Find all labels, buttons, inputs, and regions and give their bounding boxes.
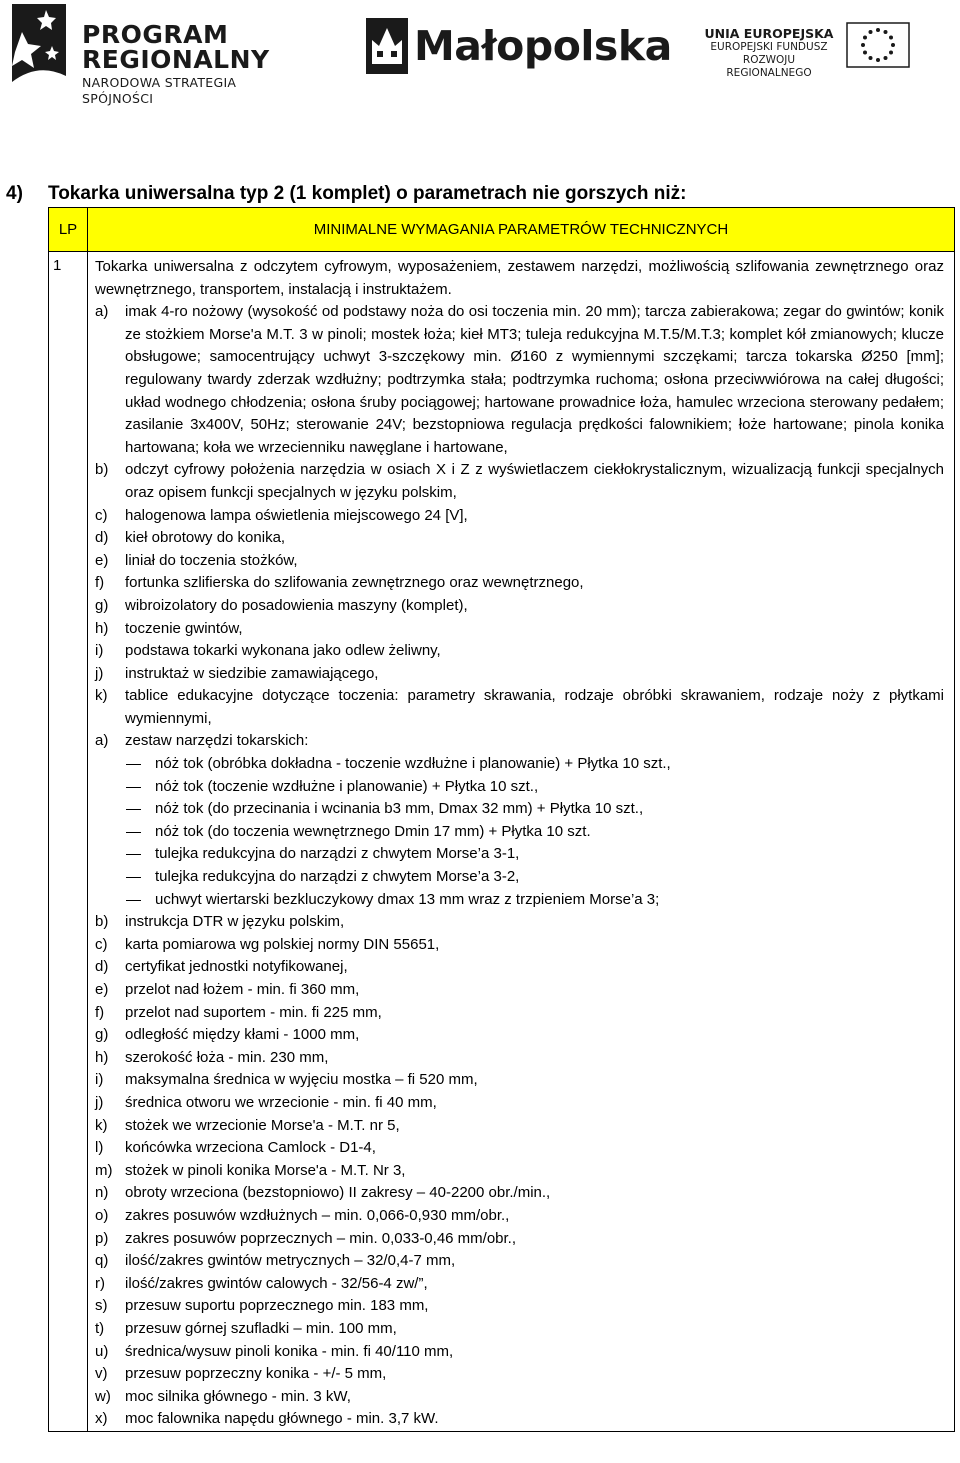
equipment-item [95, 595, 944, 618]
parameter-item [95, 1069, 944, 1092]
list-item-text: przesuw górnej szufladki – min. 100 mm, [125, 1319, 397, 1337]
equipment-item [95, 550, 944, 573]
list-item-text: karta pomiarowa wg polskiej normy DIN 55651, [125, 935, 440, 953]
equipment-item [95, 527, 944, 550]
eu-stars-flag-icon [846, 22, 910, 68]
eu-line-1: UNIA EUROPEJSKA [704, 26, 834, 41]
parameter-item [95, 934, 944, 957]
equipment-item [95, 301, 944, 459]
list-item-label: c) [95, 935, 108, 953]
equipment-item [95, 505, 944, 528]
equipment-list [95, 301, 944, 753]
list-item-text: średnica otworu we wrzecionie - min. fi 40 mm, [125, 1093, 437, 1111]
parameter-item [95, 1092, 944, 1115]
tool-item-text: nóż tok (do toczenia wewnętrznego Dmin 17 mm) + Płytka 10 szt. [155, 822, 591, 840]
eu-logo [698, 22, 958, 82]
table-row [49, 252, 955, 1432]
list-item-label: c) [95, 506, 108, 524]
equipment-item [95, 663, 944, 686]
section-title: Tokarka uniwersalna typ 2 (1 komplet) o parametrach nie gorszych niż: [48, 183, 687, 204]
list-item-text: końcówka wrzeciona Camlock - D1-4, [125, 1139, 376, 1157]
list-item-label: n) [95, 1184, 109, 1202]
list-item-text: maksymalna średnica w wyjęciu mostka – fi 520 mm, [125, 1071, 478, 1089]
program-regionalny-logo [2, 0, 302, 106]
list-item-label: h) [95, 619, 109, 637]
list-item-label: f) [95, 1003, 105, 1021]
intro-text: Tokarka uniwersalna z odczytem cyfrowym, wyposażeniem, zestawem narzędzi, możliwością szlifowania zewnętrznego oraz wewnętrznego, transportem, instalacją i instruktażem. [95, 258, 944, 298]
list-item-text: podstawa tokarki wykonana jako odlew żeliwny, [125, 642, 441, 660]
section-heading [6, 182, 686, 206]
dash-bullet-icon [125, 753, 155, 776]
parameter-item [95, 979, 944, 1002]
parameter-item [95, 1137, 944, 1160]
list-item-text: ilość/zakres gwintów calowych - 32/56-4 zw/”, [125, 1274, 428, 1292]
dash-bullet-icon [125, 798, 155, 821]
column-header-lp: LP [49, 208, 88, 252]
list-item-text: przesuw poprzeczny konika - +/- 5 mm, [125, 1365, 387, 1383]
equipment-item [95, 618, 944, 641]
dash-bullet-icon [125, 776, 155, 799]
list-item-text: moc falownika napędu głównego - min. 3,7 kW. [125, 1410, 439, 1428]
parameter-item [95, 1295, 944, 1318]
list-item-label: o) [95, 1206, 109, 1224]
list-item-text: moc silnika głównego - min. 3 kW, [125, 1387, 351, 1405]
dash-bullet-icon [125, 866, 155, 889]
equipment-item [95, 572, 944, 595]
tool-item [95, 798, 944, 821]
list-item-text: zakres posuwów wzdłużnych – min. 0,066-0,930 mm/obr., [125, 1206, 510, 1224]
equipment-item [95, 640, 944, 663]
list-item-text: ilość/zakres gwintów metrycznych – 32/0,4-7 mm, [125, 1252, 456, 1270]
regionalny-line: REGIONALNY [82, 45, 270, 74]
tool-item [95, 866, 944, 889]
list-item-text: szerokość łoża - min. 230 mm, [125, 1048, 329, 1066]
column-header-requirements: MINIMALNE WYMAGANIA PARAMETRÓW TECHNICZNYCH [88, 208, 955, 252]
parameter-item [95, 1363, 944, 1386]
list-item-text: imak 4-ro nożowy (wysokość od podstawy noża do osi toczenia min. 20 mm); tarcza zabierakowa; zegar do gwintów; konik ze stożkiem Morse'a M.T. 3 w pinoli; mostek łoża; kieł MT3; tuleja redukcyjna M.T.5/M.T.3; komplet kół zmianowych; klucze obsługowe; samocentrujący uchwyt 3-szczękowy min. Ø160 z wymiennymi szczękami; tarcza tokarska Ø250 [mm]; regulowany twardy zderzak wzdłużny; podtrzymka stała; podtrzymka ruchoma; osłona przeciwwiórowa na całej długości; układ wodnego chłodzenia; osłona śruby pociągowej; hartowane prowadnice łoża, hamulec wrzeciona sterowany pedałem; zasilanie 3x400V, 50Hz; sterowanie 24V; bezstopniowa regulacja prędkości falownikiem; łoże hartowane; pinola konika hartowana; koła we wrzecienniku nawęglane i hartowane, [125, 303, 944, 456]
parameter-item [95, 911, 944, 934]
list-item-label: k) [95, 1116, 108, 1134]
parameter-item [95, 1024, 944, 1047]
strategy-line: NARODOWA STRATEGIA SPÓJNOŚCI [82, 75, 237, 106]
parameter-item [95, 1408, 944, 1431]
program-line: PROGRAM [82, 20, 229, 49]
equipment-item [95, 459, 944, 504]
list-item-label: b) [95, 913, 109, 931]
list-item-text: stożek w pinoli konika Morse'a - M.T. Nr 3, [125, 1161, 406, 1179]
eu-line-2: EUROPEJSKI FUNDUSZ [710, 41, 828, 53]
tool-item [95, 776, 944, 799]
eu-text [700, 26, 838, 80]
list-item-label: j) [95, 664, 104, 682]
program-regionalny-text [82, 22, 302, 107]
parameter-item [95, 956, 944, 979]
list-item-text: odczyt cyfrowy położenia narzędzia w osiach X i Z z wyświetlaczem ciekłokrystalicznym, wizualizacją funkcji specjalnych oraz opisem funkcji specjalnych w języku polskim, [125, 461, 944, 501]
list-item-text: kieł obrotowy do konika, [125, 529, 286, 547]
dash-bullet-icon [125, 889, 155, 912]
list-item-text: instruktaż w siedzibie zamawiającego, [125, 664, 379, 682]
tool-item [95, 753, 944, 776]
list-item-label: a) [95, 303, 109, 321]
list-item-text: stożek we wrzecionie Morse'a - M.T. nr 5, [125, 1116, 400, 1134]
list-item-label: h) [95, 1048, 109, 1066]
list-item-text: zakres posuwów poprzecznych – min. 0,033-0,46 mm/obr., [125, 1229, 517, 1247]
tool-item [95, 889, 944, 912]
list-item-label: a) [95, 732, 109, 750]
tool-item-text: tulejka redukcyjna do narządzi z chwytem Morse’a 3-2, [155, 868, 520, 886]
list-item-label: v) [95, 1365, 108, 1383]
tool-item [95, 821, 944, 844]
list-item-label: g) [95, 596, 109, 614]
list-item-text: liniał do toczenia stożków, [125, 551, 298, 569]
list-item-label: t) [95, 1319, 105, 1337]
parameter-item [95, 1160, 944, 1183]
list-item-label: k) [95, 687, 108, 705]
list-item-label: q) [95, 1252, 109, 1270]
parameter-item [95, 1115, 944, 1138]
table-header-row [49, 208, 955, 252]
tool-item-text: uchwyt wiertarski bezkluczykowy dmax 13 mm wraz z trzpieniem Morse’a 3; [155, 890, 660, 908]
list-item-label: i) [95, 642, 104, 660]
list-item-label: s) [95, 1297, 108, 1315]
list-item-label: b) [95, 461, 109, 479]
list-item-text: halogenowa lampa oświetlenia miejscowego 24 [V], [125, 506, 468, 524]
parameter-item [95, 1228, 944, 1251]
list-item-text: odległość między kłami - 1000 mm, [125, 1026, 360, 1044]
list-item-label: d) [95, 529, 109, 547]
parameter-item [95, 1047, 944, 1070]
list-item-label: m) [95, 1161, 113, 1179]
list-item-text: przelot nad suportem - min. fi 225 mm, [125, 1003, 382, 1021]
tool-item-text: nóż tok (toczenie wzdłużne i planowanie) + Płytka 10 szt., [155, 777, 539, 795]
list-item-text: instrukcja DTR w języku polskim, [125, 913, 345, 931]
list-item-text: zestaw narzędzi tokarskich: [125, 732, 309, 750]
dash-bullet-icon [125, 821, 155, 844]
parameter-item [95, 1002, 944, 1025]
equipment-item [95, 685, 944, 730]
list-item-label: u) [95, 1342, 109, 1360]
malopolska-logo-icon [366, 18, 408, 74]
equipment-item [95, 730, 944, 753]
list-item-label: g) [95, 1026, 109, 1044]
row-number: 1 [49, 252, 88, 1432]
malopolska-logo [366, 18, 672, 78]
parameter-item [95, 1386, 944, 1409]
list-item-text: średnica/wysuw pinoli konika - min. fi 40/110 mm, [125, 1342, 454, 1360]
tool-set-list [95, 753, 944, 911]
list-item-text: przelot nad łożem - min. fi 360 mm, [125, 981, 360, 998]
tool-item-text: nóż tok (do przecinania i wcinania b3 mm, Dmax 32 mm) + Płytka 10 szt., [155, 800, 644, 818]
program-regionalny-logo-icon [8, 2, 68, 96]
list-item-label: e) [95, 551, 109, 569]
parameter-item [95, 1341, 944, 1364]
list-item-label: w) [95, 1387, 111, 1405]
list-item-label: x) [95, 1410, 108, 1428]
requirements-cell [88, 252, 955, 1432]
parameter-item [95, 1250, 944, 1273]
tool-item-text: nóż tok (obróbka dokładna - toczenie wzdłużne i planowanie) + Płytka 10 szt., [155, 755, 671, 773]
list-item-text: przesuw suportu poprzecznego min. 183 mm, [125, 1297, 429, 1315]
list-item-text: certyfikat jednostki notyfikowanej, [125, 958, 348, 976]
list-item-text: tablice edukacyjne dotyczące toczenia: parametry skrawania, rodzaje obróbki skrawaniem, rodzaje noży z płytkami wymiennymi, [125, 687, 944, 727]
parameter-item [95, 1205, 944, 1228]
parameter-item [95, 1182, 944, 1205]
logo-header [0, 0, 960, 106]
list-item-label: r) [95, 1274, 105, 1292]
list-item-text: obroty wrzeciona (bezstopniowo) II zakresy – 40-2200 obr./min., [125, 1184, 551, 1202]
list-item-label: j) [95, 1093, 104, 1111]
parameter-item [95, 1273, 944, 1296]
list-item-label: e) [95, 981, 109, 998]
list-item-label: d) [95, 958, 109, 976]
tool-item [95, 843, 944, 866]
tool-item-text: tulejka redukcyjna do narządzi z chwytem Morse’a 3-1, [155, 845, 520, 863]
list-item-label: f) [95, 574, 105, 592]
parameter-item [95, 1318, 944, 1341]
parameter-list [95, 911, 944, 1431]
list-item-label: i) [95, 1071, 104, 1089]
list-item-label: p) [95, 1229, 109, 1247]
eu-line-3: ROZWOJU REGIONALNEGO [726, 54, 812, 79]
list-item-label: l) [95, 1139, 104, 1157]
spec-table [48, 207, 955, 1432]
malopolska-text: Małopolska [414, 22, 672, 70]
dash-bullet-icon [125, 843, 155, 866]
list-item-text: fortunka szlifierska do szlifowania zewnętrznego oraz wewnętrznego, [125, 574, 584, 592]
list-item-text: toczenie gwintów, [125, 619, 243, 637]
section-number: 4) [6, 183, 23, 204]
list-item-text: wibroizolatory do posadowienia maszyny (komplet), [125, 596, 468, 614]
